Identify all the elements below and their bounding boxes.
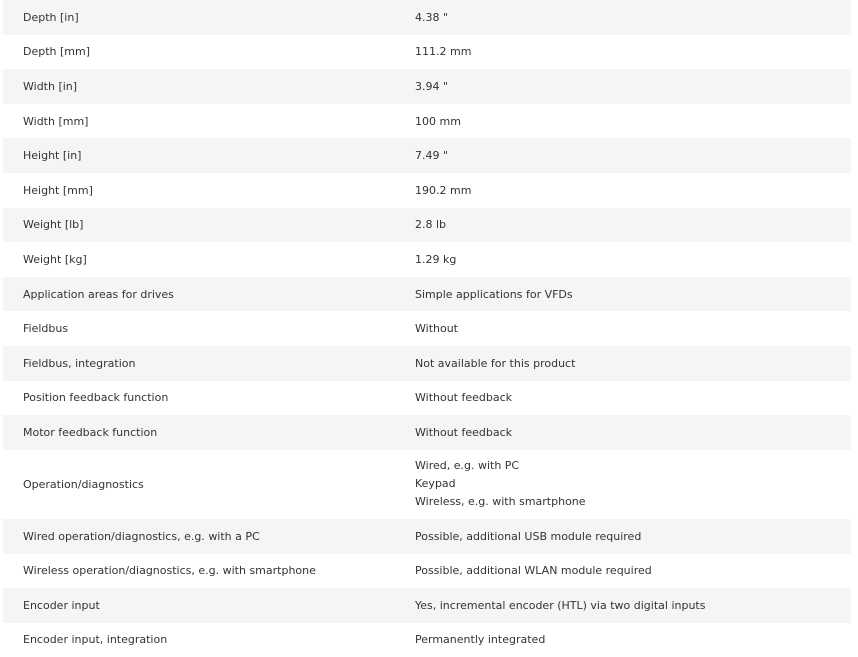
table-row	[3, 415, 851, 450]
spec-label: Weight [lb]	[23, 218, 84, 232]
spec-label: Encoder input	[23, 598, 100, 612]
spec-label: Motor feedback function	[23, 425, 158, 439]
spec-value-line: Keypad	[415, 477, 456, 491]
table-row	[3, 311, 851, 346]
spec-label: Fieldbus, integration	[23, 356, 136, 370]
spec-value: 100 mm	[415, 114, 461, 128]
spec-value: Yes, incremental encoder (HTL) via two digital inputs	[415, 598, 706, 612]
table-row	[3, 450, 851, 519]
spec-value: Simple applications for VFDs	[415, 287, 573, 301]
spec-label: Width [mm]	[23, 114, 89, 128]
spec-value	[415, 457, 851, 511]
table-row	[3, 35, 851, 70]
spec-value: Without feedback	[415, 425, 513, 439]
spec-label: Application areas for drives	[23, 287, 174, 301]
table-row	[3, 0, 851, 35]
table-row	[3, 277, 851, 312]
spec-label: Weight [kg]	[23, 252, 87, 266]
table-row	[3, 173, 851, 208]
spec-value-line: Wired, e.g. with PC	[415, 459, 520, 473]
spec-value: Without feedback	[415, 391, 513, 405]
spec-value: 7.49 "	[415, 149, 449, 163]
spec-label: Depth [in]	[23, 10, 79, 24]
spec-label: Wireless operation/diagnostics, e.g. with smartphone	[23, 564, 316, 578]
spec-label: Height [in]	[23, 149, 82, 163]
table-row	[3, 519, 851, 554]
spec-value: Not available for this product	[415, 356, 576, 370]
spec-value: 111.2 mm	[415, 45, 472, 59]
table-row	[3, 208, 851, 243]
spec-value: 2.8 lb	[415, 218, 447, 232]
spec-label: Operation/diagnostics	[23, 477, 144, 491]
table-row	[3, 346, 851, 381]
table-row	[3, 588, 851, 623]
spec-value: 4.38 "	[415, 10, 449, 24]
spec-value: Possible, additional USB module required	[415, 529, 642, 543]
spec-label: Width [in]	[23, 79, 78, 93]
table-row	[3, 623, 851, 657]
spec-value: Permanently integrated	[415, 633, 546, 647]
spec-label: Height [mm]	[23, 183, 93, 197]
table-row	[3, 242, 851, 277]
spec-value: Without	[415, 322, 458, 336]
spec-label: Fieldbus	[23, 322, 69, 336]
table-row	[3, 554, 851, 589]
table-row	[3, 104, 851, 139]
spec-value: 190.2 mm	[415, 183, 472, 197]
spec-value-line: Wireless, e.g. with smartphone	[415, 495, 586, 509]
spec-value: 3.94 "	[415, 79, 449, 93]
spec-label: Depth [mm]	[23, 45, 91, 59]
spec-value: 1.29 kg	[415, 252, 457, 266]
spec-table	[3, 0, 851, 657]
spec-label: Wired operation/diagnostics, e.g. with a PC	[23, 529, 260, 543]
spec-label: Encoder input, integration	[23, 633, 168, 647]
table-row	[3, 381, 851, 416]
spec-value: Possible, additional WLAN module required	[415, 564, 652, 578]
spec-label: Position feedback function	[23, 391, 169, 405]
table-row	[3, 138, 851, 173]
table-row	[3, 69, 851, 104]
